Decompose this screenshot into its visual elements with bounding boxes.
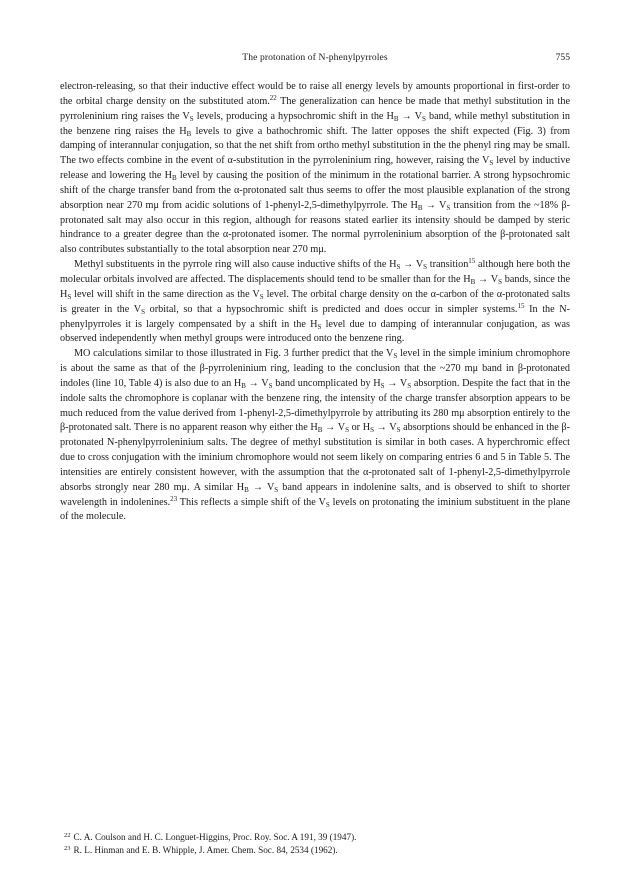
article-body xyxy=(60,80,570,525)
footnote-mark: 23 xyxy=(64,844,71,852)
footnote-text: R. L. Hinman and E. B. Whipple, J. Amer. Chem. Soc. 84, 2534 (1962). xyxy=(73,844,338,855)
page-number: 755 xyxy=(555,52,570,63)
paragraph-1: electron-releasing, so that their inductive effect would be to raise all energy levels by amounts proportional in first-order to the orbital charge density on the substituted atom.$^{22}$ The generalization can hence be made that methyl substitution in the pyrroleninium ring raises the $V_S$ levels, producing a hypsochromic shift in the $H_B \to V_S$ band, while methyl substitution in the benzene ring raises the $H_B$ levels to give a bathochromic shift. The latter opposes the shift expected (Fig. 3) from damping of interannular conjugation, so that the net shift from ortho methyl substitution in the the phenyl ring may be small. The two effects combine in the event of α-substitution in the pyrroleninium ring, however, raising the $V_S$ level by inductive release and lowering the $H_B$ level by causing the position of the minimum in the rotational barrier. A strong hypsochromic shift of the charge transfer band from the α-protonated salt thus seems to offer the most plausible explanation of the strong absorption near 270 mμ from acidic solutions of 1-phenyl-2,5-dimethylpyrrole. The $H_B \to V_S$ transition from the ~18% β-protonated salt may also occur in this region, although for reasons stated earlier its intensity should be damped by steric hindrance to a greater degree than the α-protonated isomer. The normal pyrroleninium absorption of the β-protonated salt also contributes substantially to the total absorption near 270 mμ. xyxy=(60,81,571,256)
paragraph-2: Methyl substituents in the pyrrole ring will also cause inductive shifts of the $H_S \to V_S$ transition$^{15}$ although here both the molecular orbitals involved are affected. The displacements should tend to be smaller than for the $H_B \to V_S$ bands, since the $H_S$ level will shift in the same direction as the $V_S$ level. The orbital charge density on the α-carbon of the α-protonated salts is greater in the $V_S$ orbital, so that a hypsochromic shift is predicted and does occur in simpler systems.$^{15}$ In the N-phenylpyrroles it is largely compensated by a shift in the $H_S$ level due to damping of interannular conjugation, as was observed independently when methyl groups were introduced onto the benzene ring. xyxy=(60,257,571,345)
footnote-text: C. A. Coulson and H. C. Longuet-Higgins, Proc. Roy. Soc. A 191, 39 (1947). xyxy=(73,832,357,842)
running-title: The protonation of N-phenylpyrroles xyxy=(242,52,388,63)
page-header xyxy=(60,52,570,68)
reference-mark: 15 xyxy=(517,301,525,310)
reference-mark: 23 xyxy=(170,494,178,503)
paragraph-3: MO calculations similar to those illustrated in Fig. 3 further predict that the $V_S$ level in the simple iminium chromophore is about the same as that of the β-pyrroleninium ring, leading to the conclusion that the ~270 mμ band in β-protonated indoles (line 10, Table 4) is also due to an $H_B \to V_S$ band uncomplicated by $H_S \to V_S$ absorption. Despite the fact that in the indole salts the chromophore is coplanar with the benzene ring, the intensity of the charge transfer absorption appears to be much reduced from the value derived from 1-phenyl-2,5-dimethylpyrrole by attributing its 280 mμ absorption entirely to the β-protonated salt. There is no apparent reason why either the $H_B \to V_S$ or $H_S \to V_S$ absorptions should be enhanced in the β-protonated N-phenylpyrroleninium salts. The degree of methyl substitution is similar in both cases. A hyperchromic effect due to cross conjugation with the iminium chromophore would not seem likely on comparing entries 6 and 5 in Table 5. The intensities are entirely consistent however, with the assumption that the α-protonated salt of 1-phenyl-2,5-dimethylpyrrole absorbs strongly near 280 mμ. A similar $H_B \to V_S$ band appears in indolenine salts, and is observed to shift to shorter wavelength in indolenines.$^{23}$ This reflects a simple shift of the $V_S$ levels on protonating the iminium substituent in the plane of the molecule. xyxy=(60,348,570,523)
footnote-mark: 22 xyxy=(64,832,71,839)
footnote xyxy=(60,831,570,844)
footnotes xyxy=(60,831,570,856)
footnote xyxy=(60,844,570,857)
reference-mark: 22 xyxy=(269,93,277,102)
reference-mark: 15 xyxy=(468,257,476,266)
